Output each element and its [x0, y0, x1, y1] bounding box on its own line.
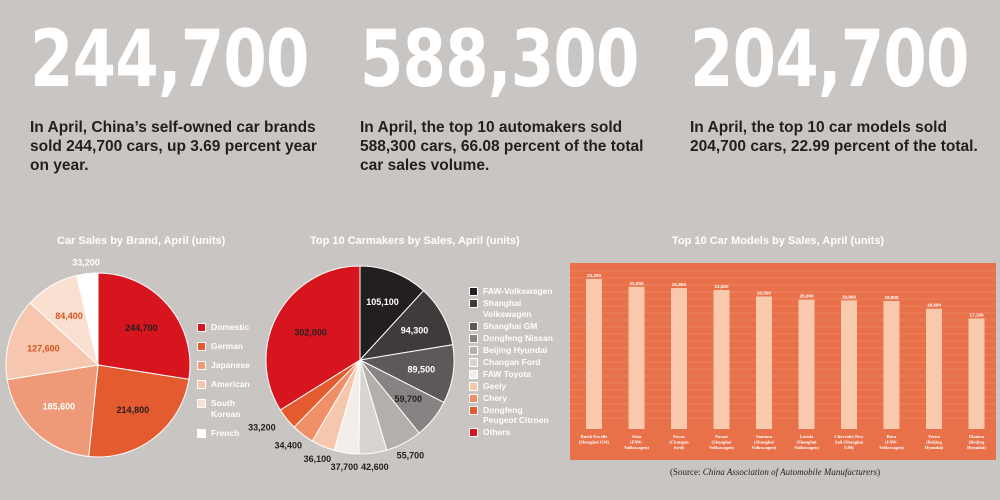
legend-label: Beijing Hyundai [483, 344, 548, 355]
model-bar [884, 301, 900, 429]
legend-item [197, 322, 250, 333]
legend-item [469, 298, 553, 319]
brand-pie-label: 84,400 [55, 310, 83, 321]
legend-swatch [469, 382, 478, 391]
legend-swatch [469, 299, 478, 308]
legend-label: Dongfeng Nissan [483, 332, 553, 343]
model-category-label: Chevrolet New Sail (Shanghai GM) [834, 434, 864, 450]
legend-swatch [469, 287, 478, 296]
brand-pie-label: 127,600 [27, 343, 60, 354]
legend-swatch [469, 334, 478, 343]
legend-label: American [211, 379, 250, 389]
models-chart-title: Top 10 Car Models by Sales, April (units) [672, 235, 885, 247]
legend-label: Geely [483, 380, 507, 391]
legend-swatch [469, 406, 478, 415]
model-bar [756, 296, 772, 429]
brand-legend [197, 322, 250, 447]
legend-item [469, 286, 553, 297]
model-bar [926, 309, 942, 429]
legend-swatch [197, 399, 206, 408]
legend-item [469, 369, 553, 380]
model-bar-value: 20,500 [756, 290, 772, 296]
stat-number: 588,300 [360, 15, 639, 105]
legend-label: Shanghai GM [483, 320, 538, 331]
source-note: (Source: China Association of Automobile Manufacturers) [670, 467, 881, 477]
legend-item [469, 381, 553, 392]
legend-swatch [197, 342, 206, 351]
legend-label: French [211, 427, 240, 438]
model-category-label: Focus (Changan ford) [669, 434, 689, 450]
legend-swatch [197, 361, 206, 370]
model-category-label: Jetta (FAW-Volkswagen) [624, 434, 649, 450]
legend-swatch [469, 346, 478, 355]
model-bar-value: 17,100 [969, 312, 984, 318]
model-category-label: Bora (FAW-Volkswagen) [879, 434, 904, 450]
stat-description: In April, China’s self-owned car brands sold 244,700 cars, up 3.69 percent year on year. [30, 119, 317, 174]
stat-description: In April, the top 10 automakers sold 588,300 cars, 66.08 percent of the total car sales volume. [360, 119, 644, 174]
legend-swatch [197, 323, 206, 332]
model-bar-value: 21,800 [671, 282, 687, 288]
legend-label: FAW-Volkswagen [483, 286, 553, 296]
model-bar-value: 23,200 [586, 273, 602, 278]
legend-swatch [469, 358, 478, 367]
legend-item [197, 360, 250, 371]
legend-item [469, 333, 553, 344]
carmaker-pie-label: 59,700 [394, 393, 423, 404]
model-bar-value: 20,000 [799, 293, 814, 299]
legend-swatch [469, 428, 478, 437]
model-bar [714, 290, 730, 429]
legend-item [469, 321, 553, 332]
model-category-label: Elantra (Beijing Hyundai) [967, 434, 986, 450]
model-category-label: Lavida (Shanghai Volkswagen) [794, 434, 819, 450]
legend-item [469, 357, 553, 368]
legend-label: Shanghai Volkswagen [483, 298, 532, 319]
legend-label: Domestic [211, 322, 250, 332]
carmakers-legend [469, 286, 553, 439]
legend-item [469, 345, 553, 356]
brand-chart-title: Car Sales by Brand, April (units) [57, 235, 226, 247]
legend-label: Dongfeng Peugeot Citroen [483, 404, 549, 425]
carmaker-pie-label: 94,300 [400, 325, 429, 336]
model-category-label: Verna (Beijing Hyundai) [924, 434, 944, 450]
legend-item [197, 398, 250, 419]
legend-swatch [469, 370, 478, 379]
stat-number: 244,700 [30, 15, 309, 105]
legend-label: South Korean [211, 398, 241, 419]
carmaker-pie-label: 33,200 [248, 422, 276, 433]
model-bar-value: 21,500 [714, 283, 729, 289]
brand-pie-label: 33,200 [72, 257, 100, 268]
model-category-label: Passat (Shanghai Volkswagen) [709, 434, 734, 450]
carmaker-pie-label: 105,100 [366, 297, 399, 308]
legend-label: Changan Ford [483, 356, 541, 367]
brand-pie-label: 214,800 [116, 405, 150, 416]
model-bar [841, 300, 857, 429]
legend-item [469, 427, 553, 438]
model-bar-value: 18,600 [926, 302, 942, 308]
model-bar-value: 19,800 [884, 294, 899, 300]
model-bar-value: 22,000 [629, 280, 644, 286]
legend-item [197, 379, 250, 390]
carmaker-pie-label: 89,500 [407, 364, 436, 375]
carmaker-pie-label: 55,700 [396, 450, 425, 461]
legend-item [197, 428, 250, 439]
legend-label: FAW Toyota [483, 368, 532, 379]
legend-swatch [469, 394, 478, 403]
brand-pie-label: 185,600 [42, 401, 76, 412]
legend-item [469, 393, 553, 404]
legend-item [469, 405, 553, 426]
model-category-label: Santana (Shanghai Volkswagen) [751, 434, 777, 450]
carmaker-pie-label: 36,100 [303, 454, 332, 465]
carmaker-pie-label: 302,000 [294, 327, 327, 338]
model-bar [969, 318, 985, 429]
legend-item [197, 341, 250, 352]
stat-description: In April, the top 10 car models sold 204,700 cars, 22.99 percent of the total. [690, 119, 978, 155]
legend-label: Chery [483, 392, 508, 403]
legend-swatch [469, 322, 478, 331]
model-category-label: Buick Excelle (Shanghai GM) [578, 434, 610, 445]
legend-swatch [197, 380, 206, 389]
model-bar [586, 279, 602, 429]
brand-pie-label: 244,700 [125, 322, 158, 333]
carmaker-pie-label: 42,600 [361, 461, 389, 472]
stat-number: 204,700 [690, 15, 969, 105]
legend-label: German [211, 341, 244, 351]
carmaker-pie-label: 37,700 [330, 461, 359, 472]
model-bar [629, 287, 645, 429]
model-bar [799, 300, 815, 429]
carmakers-chart-title: Top 10 Carmakers by Sales, April (units) [310, 235, 520, 247]
model-bar-value: 19,900 [841, 294, 857, 300]
model-bar [671, 288, 687, 429]
legend-label: Others [483, 427, 511, 437]
legend-label: Japanese [211, 360, 250, 370]
carmaker-pie-label: 34,400 [274, 440, 303, 451]
legend-swatch [197, 429, 206, 438]
